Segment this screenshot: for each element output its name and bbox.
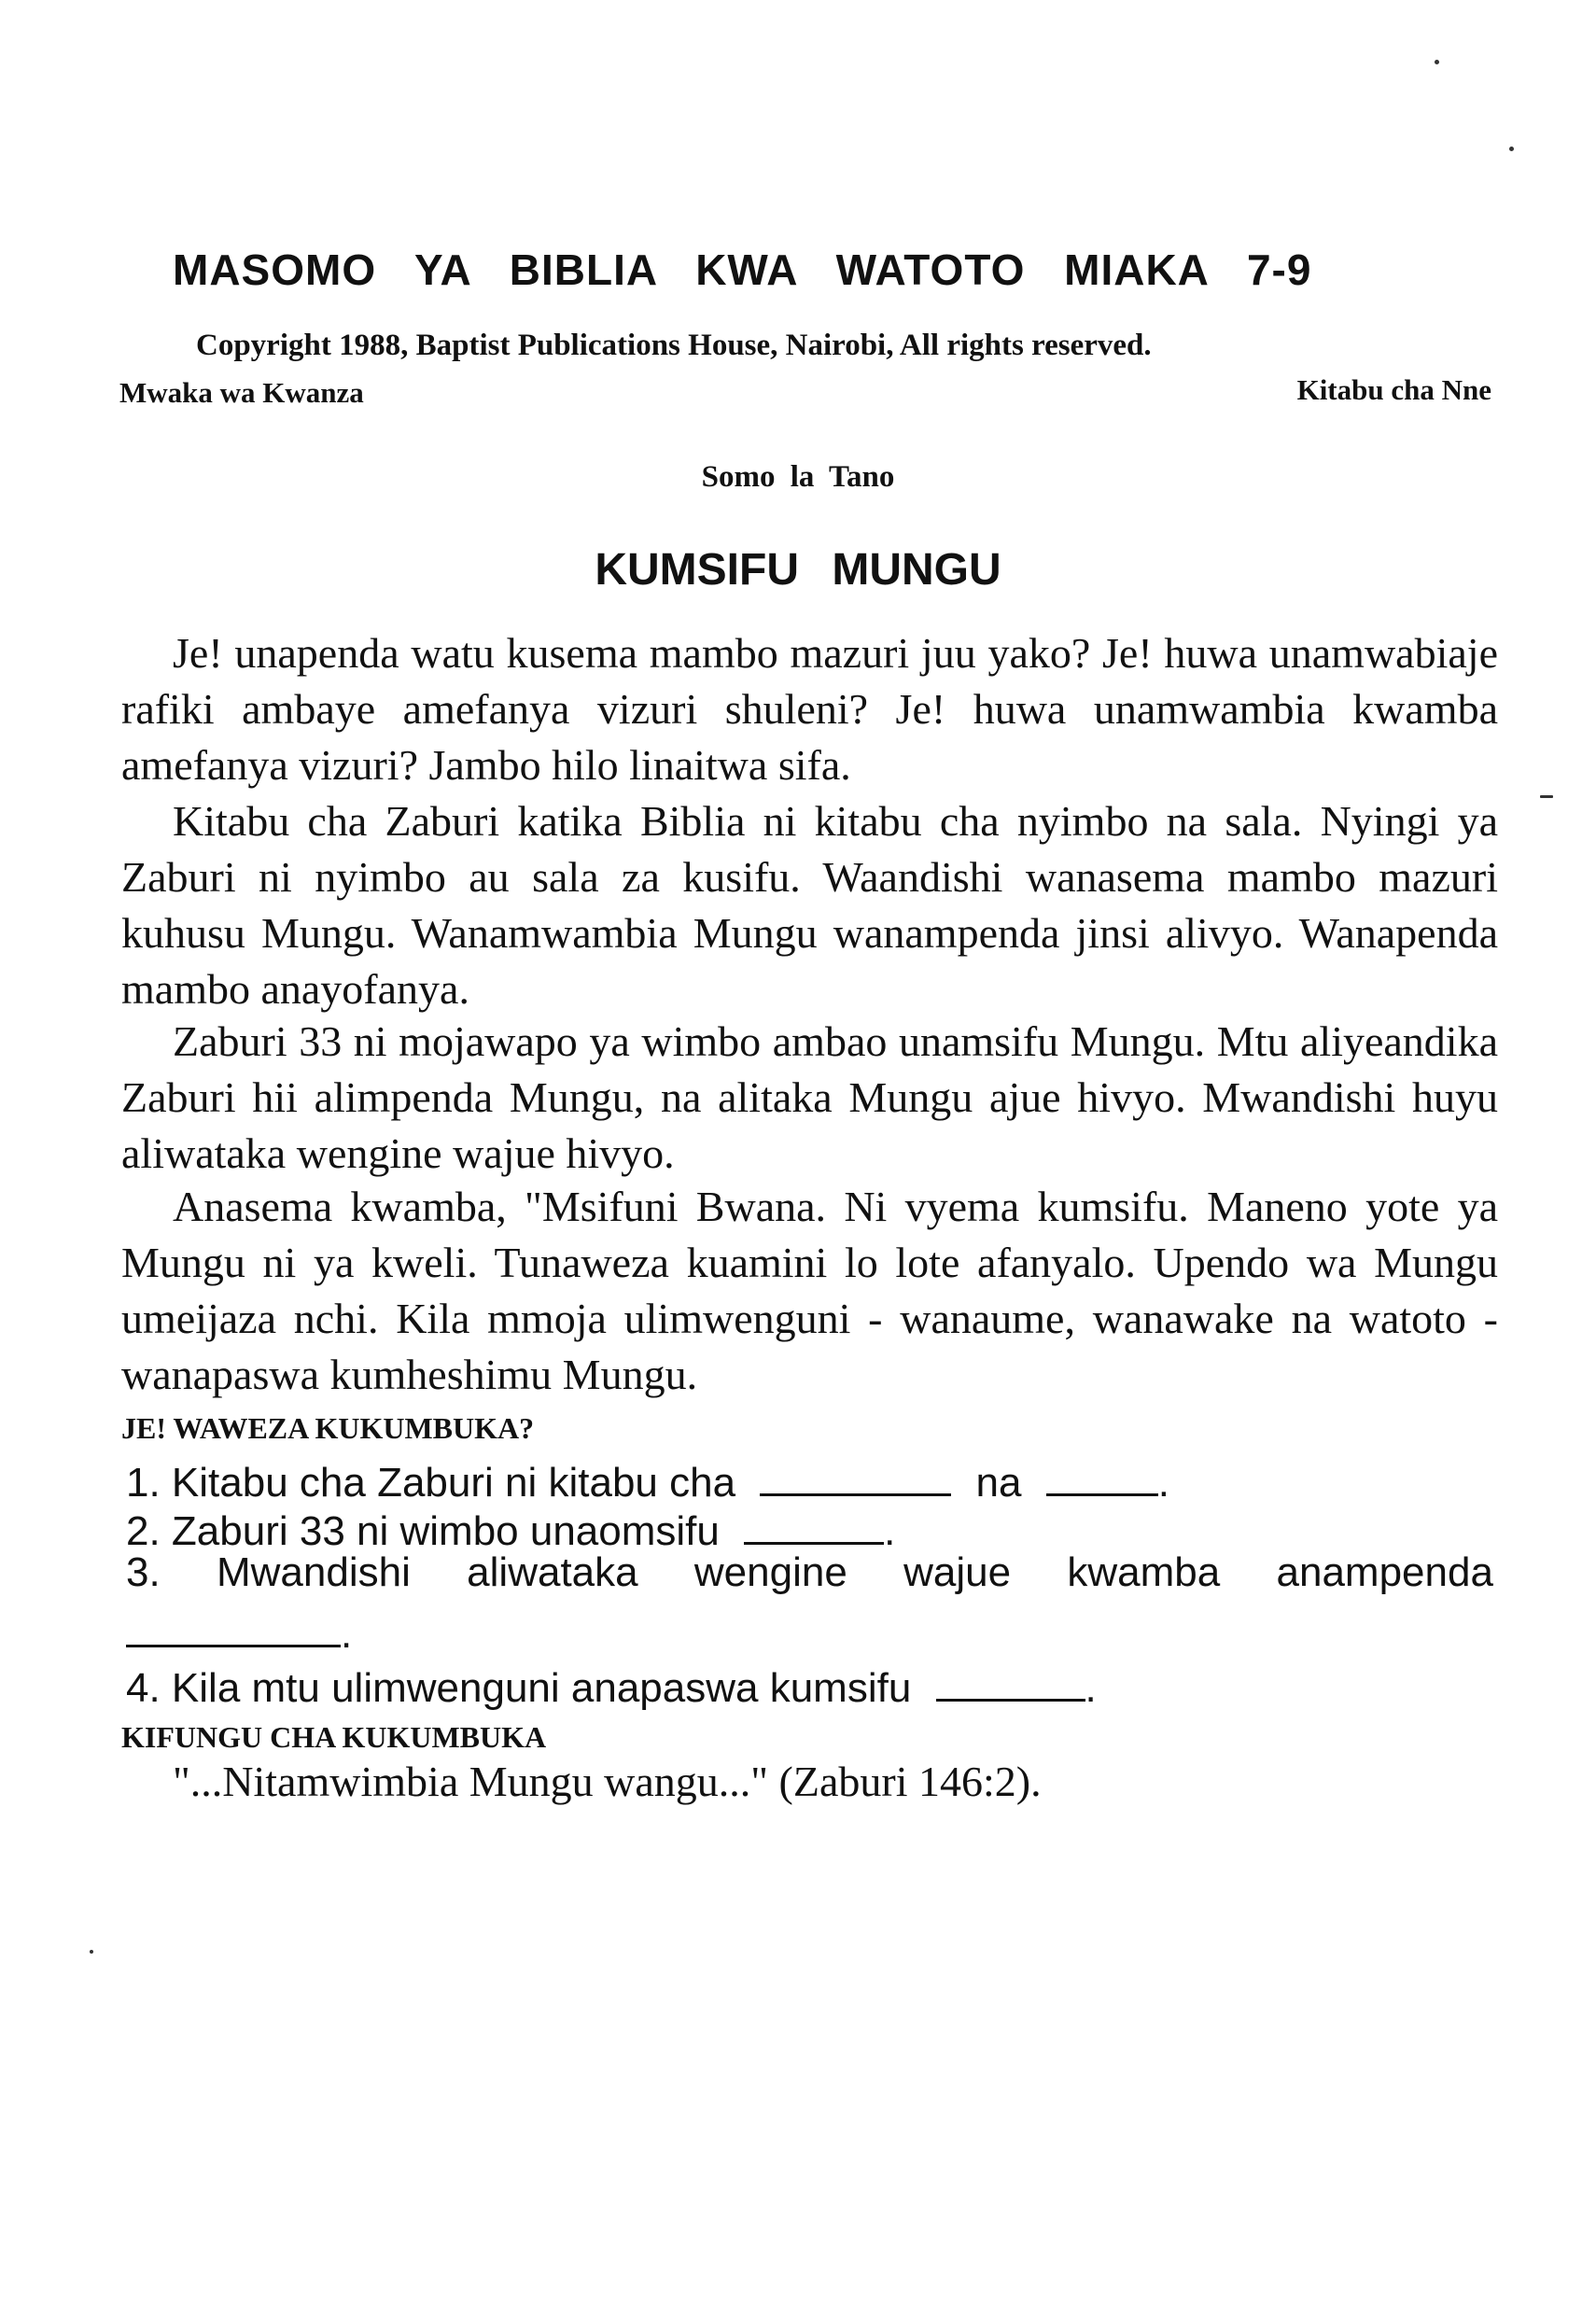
answer-blank[interactable] [760,1454,951,1496]
answer-blank[interactable] [1046,1454,1158,1496]
question-punctuation: . [1085,1665,1097,1711]
question-word: Mwandishi [217,1549,411,1595]
paragraph-1: Je! unapenda watu kusema mambo mazuri juu yako? Je! huwa unamwabiaje rafiki ambaye amefanya vizuri shuleni? Je! huwa unamwambia kwamba amefanya vizuri? Jambo hilo linaitwa sifa. [121,629,1498,789]
paragraph-4: Anasema kwamba, "Msifuni Bwana. Ni vyema kumsifu. Maneno yote ya Mungu ni ya kweli. Tunaweza kuamini lo lote afanyalo. Upendo wa Mungu umeijaza nchi. Kila mmoja ulimwenguni - wanaume, wanawake na watoto - wanapaswa kumheshimu Mungu. [121,1183,1498,1398]
question-punctuation: . [1157,1460,1169,1506]
question-punctuation: . [884,1508,896,1554]
quiz-question-4 [126,1660,1097,1712]
lesson-number: Somo la Tano [701,460,895,494]
answer-blank[interactable] [126,1605,341,1647]
question-3-line [126,1549,1493,1596]
series-title: MASOMO YA BIBLIA KWA WATOTO MIAKA 7-9 [173,245,1312,294]
quiz-question-3-continued [126,1605,352,1658]
answer-blank[interactable] [936,1660,1085,1702]
memory-verse-text: "...Nitamwimbia Mungu wangu..." (Zaburi 146:2). [173,1758,1042,1805]
question-word: aliwataka [467,1549,638,1595]
quiz-question-1 [126,1454,1169,1506]
answer-blank[interactable] [744,1503,884,1545]
quiz-heading: JE! WAWEZA KUKUMBUKA? [121,1411,535,1445]
paragraph-3: Zaburi 33 ni mojawapo ya wimbo ambao unamsifu Mungu. Mtu aliyeandika Zaburi hii alimpenda Mungu, na alitaka Mungu ajue hivyo. Mwandishi huyu aliwataka wengine wajue hivyo. [121,1017,1498,1177]
question-punctuation: . [341,1611,353,1657]
scan-speck [90,1950,93,1954]
quiz-question-3 [126,1549,1493,1596]
copyright-notice: Copyright 1988, Baptist Publications House, Nairobi, All rights reserved. [196,329,1152,362]
question-text: 2. Zaburi 33 ni wimbo unaomsifu [126,1508,720,1554]
question-word: anampenda [1276,1549,1493,1595]
paragraph-2: Kitabu cha Zaburi katika Biblia ni kitabu cha nyimbo na sala. Nyingi ya Zaburi ni nyimbo au sala za kusifu. Waandishi wanasema mambo mazuri kuhusu Mungu. Wanamwambia Mungu wanampenda jinsi alivyo. Wanapenda mambo anayofanya. [121,797,1498,1013]
scan-speck [1540,795,1553,798]
question-text: na [975,1460,1022,1506]
scan-speck [1435,60,1439,64]
memory-verse-heading: KIFUNGU CHA KUKUMBUKA [121,1720,547,1754]
book-label: Kitabu cha Nne [1296,373,1491,406]
quiz-question-2 [126,1503,895,1555]
question-text: 4. Kila mtu ulimwenguni anapaswa kumsifu [126,1665,912,1711]
scan-speck [1509,147,1514,151]
question-word: wengine [693,1549,847,1595]
question-word: wajue [903,1549,1012,1595]
year-label: Mwaka wa Kwanza [119,376,364,409]
question-word: kwamba [1067,1549,1221,1595]
question-word: 3. [126,1549,161,1595]
question-text: 1. Kitabu cha Zaburi ni kitabu cha [126,1460,736,1506]
lesson-title: KUMSIFU MUNGU [595,545,1001,595]
